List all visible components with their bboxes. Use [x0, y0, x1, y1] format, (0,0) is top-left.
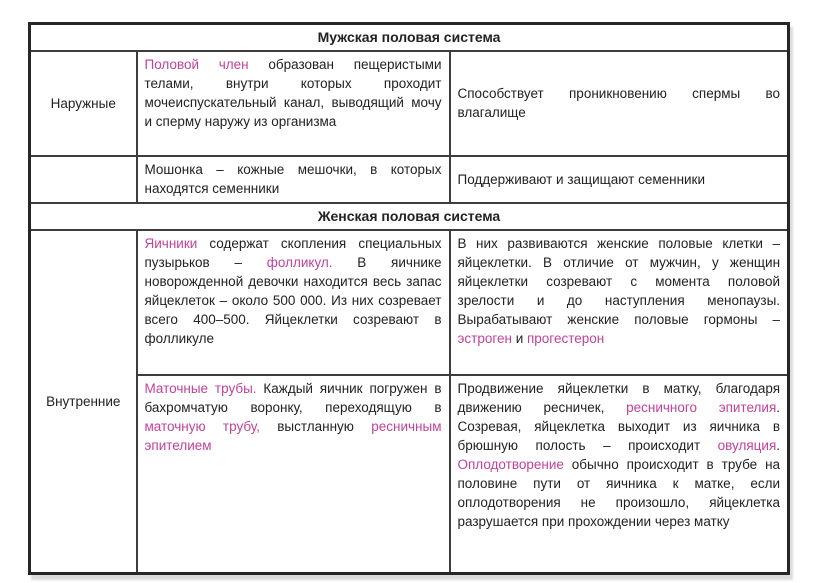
female-section-header-row — [30, 203, 789, 230]
body-text-segment: Поддерживают и защищают семенники — [457, 171, 706, 187]
penis-function-cell — [450, 51, 789, 156]
body-text-segment: Продвижение яйцеклетки в матку, благодаря движению ресничек, — [457, 380, 781, 415]
body-text-segment: В яичнике новорожденной девочки находится весь запас яйцеклеток – около 500 000. Из них созревает всего 400–500. Яйцеклетки созревают в фолликуле — [144, 254, 442, 346]
female-section-title: Женская половая система — [30, 203, 789, 230]
highlighted-term: овуляция — [717, 437, 777, 453]
reproductive-system-table — [28, 22, 790, 575]
table-row-scrotum — [30, 156, 789, 203]
highlighted-term: эстроген — [457, 330, 512, 346]
body-text-segment: и — [511, 330, 527, 346]
body-text-segment: образован пещеристыми телами, внутри которых проходит мочеиспускательный канал, выводящий мочу и сперму наружу из организма — [144, 56, 442, 129]
fallopian-tubes-description-cell — [137, 375, 450, 574]
body-text-segment: Каждый яичник погружен в бахромчатую воронку, переходящую в — [144, 380, 442, 415]
male-section-title: Мужская половая система — [30, 24, 789, 51]
highlighted-term: ресничного эпителия — [626, 399, 777, 415]
ovaries-description-cell — [137, 230, 450, 375]
category-label-external: Наружные — [30, 51, 137, 156]
highlighted-term: маточную трубу, — [144, 418, 260, 434]
reproductive-system-table-wrap — [28, 22, 790, 575]
category-label-internal: Внутренние — [30, 230, 137, 574]
body-text-segment: Способствует проникновению спермы во влагалище — [457, 86, 781, 120]
body-text-segment: . — [776, 437, 781, 453]
body-text-segment: В них развиваются женские половые клетки – яйцеклетки. В отличие от мужчин, у женщин яйцеклетки созревают с момента половой зрелости и до наступления менопаузы. Вырабатывают женские половые гормоны – — [457, 235, 781, 327]
highlighted-term: Яичники — [144, 235, 198, 251]
body-text-segment: обычно происходит в трубе на половине пути от яичника к матке, если оплодотворения не произошло, яйцеклетка разрушается при прохождении через матку — [457, 456, 781, 529]
penis-description-cell — [137, 51, 450, 156]
scrotum-description-cell — [137, 156, 450, 203]
body-text-segment: содержат скопления специальных пузырьков – — [144, 235, 442, 270]
body-text-segment: выстланную — [259, 418, 372, 434]
table-row-penis — [30, 51, 789, 156]
ovaries-function-cell — [450, 230, 789, 375]
highlighted-term: Оплодотворение — [457, 456, 564, 472]
table-row-fallopian-tubes — [30, 375, 789, 574]
body-text-segment: . Созревая, яйцеклетка выходит из яичника в брюшную полость – происходит — [457, 399, 781, 453]
highlighted-term: Половой член — [144, 56, 249, 72]
highlighted-term: фолликул. — [266, 254, 333, 270]
highlighted-term: прогестерон — [526, 330, 605, 346]
male-section-header-row — [30, 24, 789, 51]
scrotum-function-cell — [450, 156, 789, 203]
fallopian-tubes-function-cell — [450, 375, 789, 574]
highlighted-term: ресничным эпителием — [144, 418, 442, 453]
body-text-segment: Мошонка – кожные мешочки, в которых находятся семенники — [144, 162, 442, 196]
highlighted-term: Маточные трубы. — [144, 380, 257, 396]
category-label-empty-cell — [30, 156, 137, 203]
table-row-ovaries — [30, 230, 789, 375]
